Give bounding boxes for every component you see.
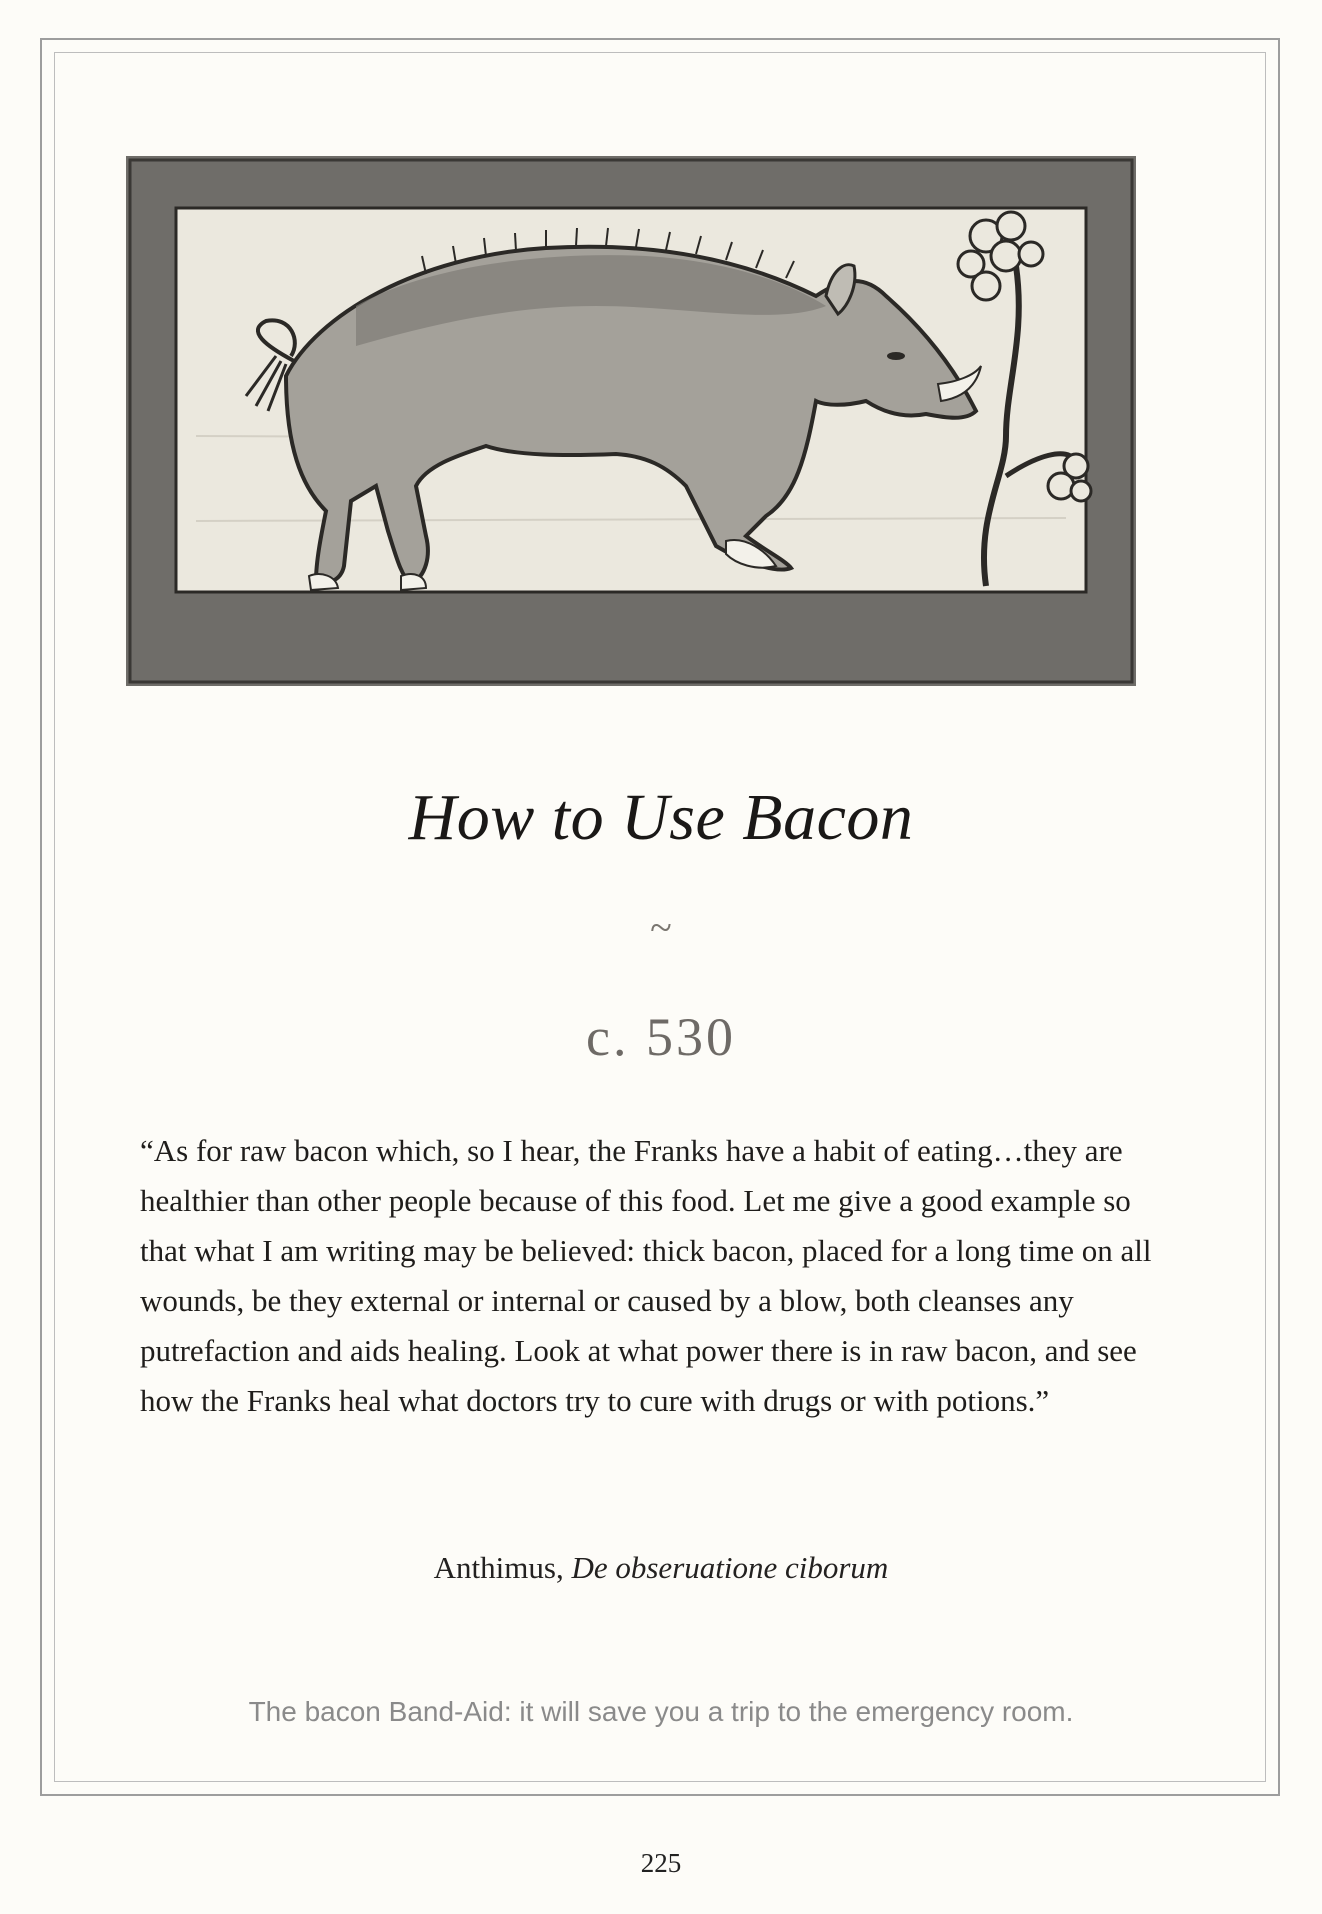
attribution — [0, 1550, 1322, 1586]
page-number: 225 — [640, 1848, 682, 1878]
attribution-author: Anthimus, — [433, 1550, 564, 1585]
date-heading: c. 530 — [586, 1007, 736, 1067]
quote-text: “As for raw bacon which, so I hear, the Franks have a habit of eating…they are healthier than other people because of this food. Let me give a good example so that what I am writing may be believed: thick bacon, placed for a long time on all wounds, be they external or internal or caused by a blow, both cleanses any putrefaction and aids healing. Look at what power there is in raw bacon, and see how the Franks heal what doctors try to cure with drugs or with potions.” — [140, 1133, 1152, 1418]
attribution-work: De obseruatione ciborum — [571, 1550, 889, 1585]
boar-illustration — [126, 156, 1136, 686]
caption: The bacon Band-Aid: it will save you a trip to the emergency room. — [248, 1696, 1074, 1727]
ornament-divider: ~ — [650, 905, 672, 950]
page-title: How to Use Bacon — [408, 781, 914, 854]
